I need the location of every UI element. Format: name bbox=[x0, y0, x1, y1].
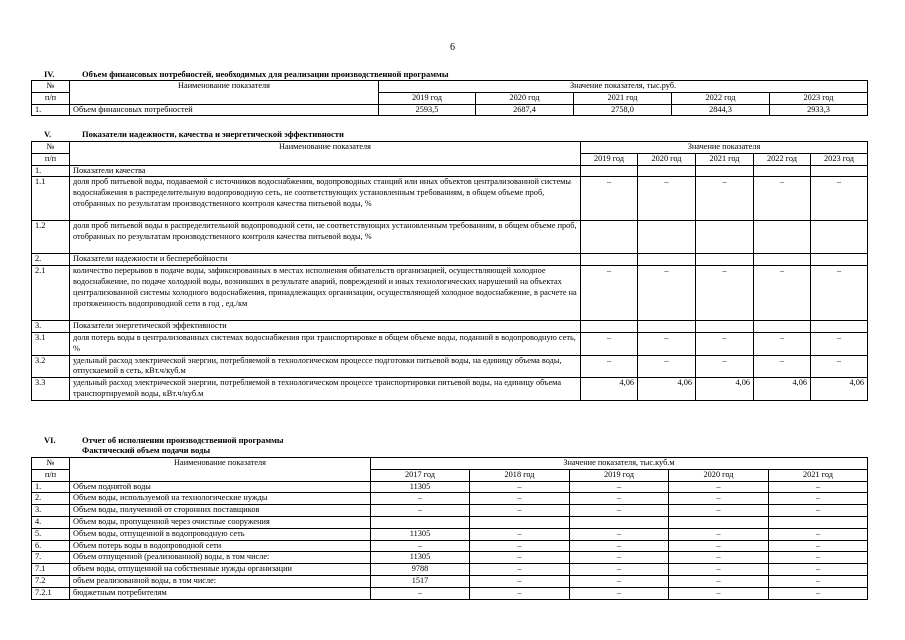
row-name: объем воды, отпущенной на собственные нужды организации bbox=[70, 564, 371, 576]
row-value: – bbox=[570, 540, 669, 552]
table-row bbox=[32, 104, 868, 116]
row-value: – bbox=[669, 575, 769, 587]
col-header-value: Значение показателя, тыс.куб.м bbox=[371, 458, 868, 470]
table-row bbox=[32, 221, 868, 254]
row-value: – bbox=[570, 564, 669, 576]
table-row bbox=[32, 516, 868, 528]
row-value-empty bbox=[696, 321, 754, 333]
row-value: – bbox=[470, 528, 570, 540]
section-6-number: VI. bbox=[44, 435, 56, 445]
col-header-no: № bbox=[32, 142, 70, 154]
row-value bbox=[371, 516, 470, 528]
row-value: – bbox=[581, 266, 638, 321]
row-value-empty bbox=[754, 321, 811, 333]
row-value: – bbox=[371, 540, 470, 552]
year-header: 2022 год bbox=[754, 153, 811, 165]
row-value: – bbox=[371, 587, 470, 599]
table-row bbox=[32, 177, 868, 221]
row-value: – bbox=[669, 587, 769, 599]
row-value: – bbox=[570, 481, 669, 493]
row-value: – bbox=[696, 266, 754, 321]
row-value: – bbox=[669, 540, 769, 552]
row-value-empty bbox=[638, 165, 696, 177]
row-value bbox=[581, 221, 638, 254]
row-value: – bbox=[371, 505, 470, 517]
row-value bbox=[669, 516, 769, 528]
table-row bbox=[32, 575, 868, 587]
row-value: – bbox=[811, 266, 868, 321]
row-value: – bbox=[570, 493, 669, 505]
row-value: – bbox=[581, 332, 638, 355]
row-number: 1. bbox=[32, 165, 70, 177]
row-value-empty bbox=[754, 165, 811, 177]
row-value: – bbox=[669, 493, 769, 505]
row-value: – bbox=[638, 177, 696, 221]
row-value: – bbox=[811, 332, 868, 355]
year-header: 2019 год bbox=[581, 153, 638, 165]
row-value-empty bbox=[811, 254, 868, 266]
table-row bbox=[32, 266, 868, 321]
row-name: удельный расход электрической энергии, потребляемой в технологическом процессе подготовки питьевой воды, на единицу объема воды, отпускаемой в сеть, кВт.ч/куб.м bbox=[70, 355, 581, 378]
row-number: 2. bbox=[32, 493, 70, 505]
col-header-pp: п/п bbox=[32, 153, 70, 165]
row-value: – bbox=[470, 587, 570, 599]
row-number: 1.1 bbox=[32, 177, 70, 221]
year-header: 2023 год bbox=[770, 92, 868, 104]
year-header: 2018 год bbox=[470, 469, 570, 481]
year-header: 2020 год bbox=[638, 153, 696, 165]
row-number: 4. bbox=[32, 516, 70, 528]
row-value: – bbox=[570, 575, 669, 587]
year-header: 2020 год bbox=[476, 92, 574, 104]
row-value: 4,06 bbox=[754, 378, 811, 401]
table-row bbox=[32, 564, 868, 576]
row-value: – bbox=[570, 528, 669, 540]
row-value: – bbox=[754, 266, 811, 321]
page-number: 6 bbox=[450, 42, 455, 53]
year-header: 2019 год bbox=[379, 92, 476, 104]
table-row bbox=[32, 481, 868, 493]
col-header-no: № bbox=[32, 81, 70, 93]
year-header: 2020 год bbox=[669, 469, 769, 481]
row-value-empty bbox=[638, 254, 696, 266]
row-value: – bbox=[669, 552, 769, 564]
row-name: Объем воды, полученной от сторонних поставщиков bbox=[70, 505, 371, 517]
row-number: 3. bbox=[32, 321, 70, 333]
row-number: 3.3 bbox=[32, 378, 70, 401]
section-5-number: V. bbox=[44, 129, 52, 139]
water-supply-report-table bbox=[31, 457, 868, 600]
row-value: – bbox=[769, 587, 868, 599]
row-value: 4,06 bbox=[581, 378, 638, 401]
row-value bbox=[769, 516, 868, 528]
table-row bbox=[32, 355, 868, 378]
row-value: – bbox=[754, 177, 811, 221]
row-name: Показатели качества bbox=[70, 165, 581, 177]
row-name: доля потерь воды в централизованных системах водоснабжения при транспортировке в общем объеме воды, поданной в водопроводную сеть, % bbox=[70, 332, 581, 355]
row-value: 2844,3 bbox=[672, 104, 770, 116]
row-value: – bbox=[769, 528, 868, 540]
row-value: 1517 bbox=[371, 575, 470, 587]
row-value: – bbox=[581, 355, 638, 378]
row-value: – bbox=[811, 177, 868, 221]
row-value bbox=[638, 221, 696, 254]
col-header-pp: п/п bbox=[32, 92, 70, 104]
row-value: – bbox=[696, 332, 754, 355]
row-name: Показатели энергетической эффективности bbox=[70, 321, 581, 333]
row-value: 2593,5 bbox=[379, 104, 476, 116]
row-value: – bbox=[638, 355, 696, 378]
row-name: Объем поднятой воды bbox=[70, 481, 371, 493]
section-6-subtitle: Фактический объем подачи воды bbox=[82, 445, 211, 455]
row-value-empty bbox=[754, 254, 811, 266]
row-value: – bbox=[769, 552, 868, 564]
row-number: 5. bbox=[32, 528, 70, 540]
row-value: 2687,4 bbox=[476, 104, 574, 116]
row-number: 3. bbox=[32, 505, 70, 517]
row-value: – bbox=[470, 493, 570, 505]
row-value: – bbox=[470, 552, 570, 564]
section-4-heading: Объем финансовых потребностей, необходимых для реализации производственной программы bbox=[82, 69, 449, 79]
row-value-empty bbox=[811, 165, 868, 177]
row-value: – bbox=[754, 332, 811, 355]
row-value-empty bbox=[811, 321, 868, 333]
row-number: 1. bbox=[32, 481, 70, 493]
table-row bbox=[32, 528, 868, 540]
row-value bbox=[570, 516, 669, 528]
row-name: доля проб питьевой воды в распределительной водопроводной сети, не соответствующих установленным требованиям, в общем объеме проб, отобранных по результатам производственного контроля качества питьевой воды, % bbox=[70, 221, 581, 254]
year-header: 2019 год bbox=[570, 469, 669, 481]
row-number: 3.1 bbox=[32, 332, 70, 355]
row-value: – bbox=[769, 564, 868, 576]
row-value-empty bbox=[696, 254, 754, 266]
row-value bbox=[754, 221, 811, 254]
row-number: 1. bbox=[32, 104, 70, 116]
row-value: – bbox=[669, 505, 769, 517]
year-header: 2017 год bbox=[371, 469, 470, 481]
year-header: 2022 год bbox=[672, 92, 770, 104]
row-value-empty bbox=[581, 254, 638, 266]
row-value-empty bbox=[581, 165, 638, 177]
col-header-no: № bbox=[32, 458, 70, 470]
year-header: 2021 год bbox=[574, 92, 672, 104]
row-value: 11305 bbox=[371, 528, 470, 540]
row-number: 3.2 bbox=[32, 355, 70, 378]
row-value-empty bbox=[638, 321, 696, 333]
row-value: – bbox=[811, 355, 868, 378]
table-row bbox=[32, 378, 868, 401]
row-name: Объем воды, пропущенной через очистные сооружения bbox=[70, 516, 371, 528]
row-value: – bbox=[638, 266, 696, 321]
row-value-empty bbox=[581, 321, 638, 333]
table-row bbox=[32, 552, 868, 564]
row-value: – bbox=[669, 481, 769, 493]
table-row bbox=[32, 505, 868, 517]
row-number: 7. bbox=[32, 552, 70, 564]
col-header-name: Наименование показателя bbox=[70, 142, 581, 166]
row-value: – bbox=[570, 505, 669, 517]
row-value: – bbox=[581, 177, 638, 221]
row-value: – bbox=[769, 493, 868, 505]
row-name: Показатели надежности и бесперебойности bbox=[70, 254, 581, 266]
row-value: – bbox=[570, 552, 669, 564]
row-value bbox=[470, 516, 570, 528]
row-value: 2758,0 bbox=[574, 104, 672, 116]
section-4-title bbox=[44, 70, 448, 80]
row-value: – bbox=[769, 540, 868, 552]
section-5-heading: Показатели надежности, качества и энергетической эффективности bbox=[82, 129, 344, 139]
year-header: 2021 год bbox=[696, 153, 754, 165]
row-number: 1.2 bbox=[32, 221, 70, 254]
row-value: – bbox=[470, 540, 570, 552]
row-value: – bbox=[371, 493, 470, 505]
row-number: 7.2.1 bbox=[32, 587, 70, 599]
table-row bbox=[32, 540, 868, 552]
row-value: – bbox=[470, 505, 570, 517]
col-header-name: Наименование показателя bbox=[70, 458, 371, 482]
col-header-name: Наименование показателя bbox=[70, 81, 379, 105]
row-value: 2933,3 bbox=[770, 104, 868, 116]
row-number: 2. bbox=[32, 254, 70, 266]
section-6-heading: Отчет об исполнении производственной программы bbox=[82, 435, 284, 445]
table-row bbox=[32, 165, 868, 177]
row-value: – bbox=[754, 355, 811, 378]
row-value: – bbox=[638, 332, 696, 355]
row-number: 7.1 bbox=[32, 564, 70, 576]
table-row bbox=[32, 321, 868, 333]
row-value: 4,06 bbox=[638, 378, 696, 401]
row-value: – bbox=[769, 481, 868, 493]
col-header-pp: п/п bbox=[32, 469, 70, 481]
row-value: – bbox=[696, 177, 754, 221]
row-name: Объем финансовых потребностей bbox=[70, 104, 379, 116]
table-row bbox=[32, 493, 868, 505]
col-header-value: Значение показателя, тыс.руб. bbox=[379, 81, 868, 93]
row-value: – bbox=[696, 355, 754, 378]
row-value: 11305 bbox=[371, 552, 470, 564]
row-value: – bbox=[570, 587, 669, 599]
table-row bbox=[32, 587, 868, 599]
row-name: Объем потерь воды в водопроводной сети bbox=[70, 540, 371, 552]
section-4-number: IV. bbox=[44, 69, 55, 79]
row-name: бюджетным потребителям bbox=[70, 587, 371, 599]
year-header: 2021 год bbox=[769, 469, 868, 481]
financial-needs-table bbox=[31, 80, 868, 116]
reliability-indicators-table bbox=[31, 141, 868, 401]
row-value: – bbox=[769, 575, 868, 587]
year-header: 2023 год bbox=[811, 153, 868, 165]
row-value: – bbox=[470, 481, 570, 493]
row-value: 4,06 bbox=[696, 378, 754, 401]
row-name: удельный расход электрической энергии, потребляемой в технологическом процессе транспортировки питьевой воды, на единицу объема транспортируемой воды, кВт.ч/куб.м bbox=[70, 378, 581, 401]
row-value: – bbox=[470, 575, 570, 587]
row-value bbox=[696, 221, 754, 254]
row-name: количество перерывов в подаче воды, зафиксированных в местах исполнения обязательств организацией, осуществляющей холодное водоснабжение, по подаче холодной воды, возникших в результате аварий, повреждений и иных технологических нарушений на объектах централизованной системы холодного водоснабжения, принадлежащих организации, осуществляющей холодное водоснабжение, в расчете на протяженность водопроводной сети в год , ед./км bbox=[70, 266, 581, 321]
row-value: – bbox=[769, 505, 868, 517]
row-value: 11305 bbox=[371, 481, 470, 493]
row-value: 4,06 bbox=[811, 378, 868, 401]
col-header-value: Значение показателя bbox=[581, 142, 868, 154]
row-value bbox=[811, 221, 868, 254]
table-row bbox=[32, 254, 868, 266]
row-value-empty bbox=[696, 165, 754, 177]
table-row bbox=[32, 332, 868, 355]
row-value: – bbox=[669, 528, 769, 540]
row-value: 9788 bbox=[371, 564, 470, 576]
row-number: 7.2 bbox=[32, 575, 70, 587]
row-name: Объем воды, отпущенной в водопроводную сеть bbox=[70, 528, 371, 540]
row-name: объем реализованной воды, в том числе: bbox=[70, 575, 371, 587]
row-name: Объем отпущенной (реализованной) воды, в том числе: bbox=[70, 552, 371, 564]
row-name: доля проб питьевой воды, подаваемой с источников водоснабжения, водопроводных станций или иных объектов централизованной системы водоснабжения в распределительную водопроводную сеть, не соответствующих установленным требованиям, в общем объеме проб, отобранных по результатам производственного контроля качества питьевой воды, % bbox=[70, 177, 581, 221]
row-number: 2.1 bbox=[32, 266, 70, 321]
row-number: 6. bbox=[32, 540, 70, 552]
row-value: – bbox=[669, 564, 769, 576]
section-5-title bbox=[44, 130, 344, 140]
row-name: Объем воды, используемой на технологические нужды bbox=[70, 493, 371, 505]
row-value: – bbox=[470, 564, 570, 576]
